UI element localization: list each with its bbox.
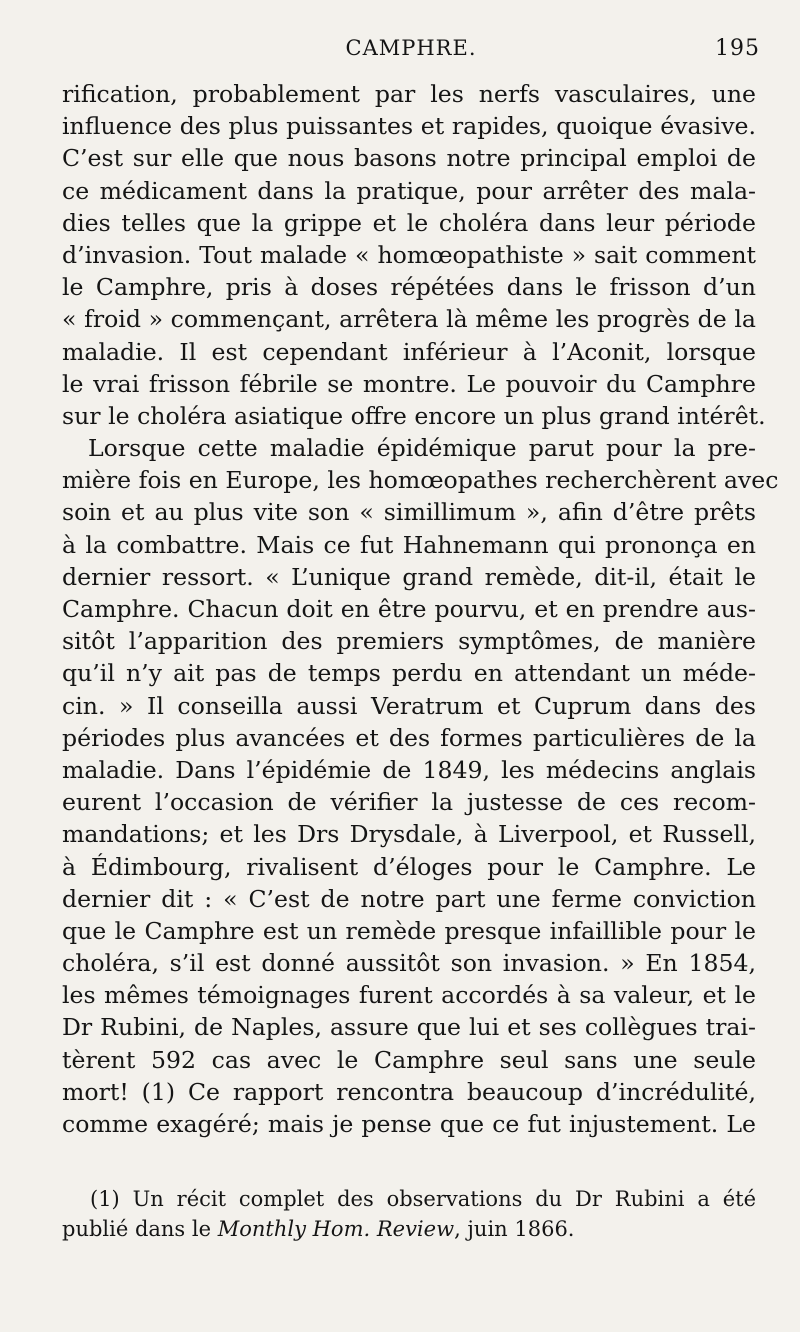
body-text	[62, 78, 779, 1140]
text-line: sur le choléra asiatique offre encore un plus grand intérêt.	[62, 401, 766, 430]
text-line: sitôt l’apparition des premiers symptômes, de manière	[62, 627, 756, 656]
text-line: cin. » Il conseilla aussi Veratrum et Cuprum dans des	[62, 691, 756, 720]
text-line: comme exagéré; mais je pense que ce fut injustement. Le	[62, 1110, 756, 1138]
text-line: dernier ressort. « L’unique grand remède, dit-il, était le	[62, 562, 756, 591]
text-line: mière fois en Europe, les homœopathes recherchèrent avec	[62, 466, 779, 495]
text-line: Camphre. Chacun doit en être pourvu, et en prendre aus-	[62, 595, 756, 623]
text-line: mort! (1) Ce rapport rencontra beaucoup d’incrédulité,	[62, 1077, 756, 1106]
text-line: mandations; et les Drs Drysdale, à Liverpool, et Russell,	[62, 820, 756, 849]
text-line: soin et au plus vite son « simillimum », afin d’être prêts	[62, 498, 756, 527]
footnote-text: , juin 1866.	[454, 1217, 575, 1241]
text-line: maladie. Dans l’épidémie de 1849, les médecins anglais	[62, 755, 756, 784]
text-line: ce médicament dans la pratique, pour arrêter des mala-	[62, 176, 756, 205]
footnote-text: publié dans le	[62, 1217, 218, 1241]
running-title: CAMPHRE.	[345, 36, 477, 60]
text-line: le Camphre, pris à doses répétées dans le frisson d’un	[62, 273, 756, 302]
text-line: rification, probablement par les nerfs vasculaires, une	[62, 80, 756, 108]
text-line: les mêmes témoignages furent accordés à sa valeur, et le	[62, 981, 756, 1010]
running-header	[62, 30, 760, 70]
text-line: choléra, s’il est donné aussitôt son invasion. » En 1854,	[62, 949, 756, 978]
journal-title: Monthly Hom. Review	[217, 1217, 455, 1241]
text-line: Dr Rubini, de Naples, assure que lui et ses collègues trai-	[62, 1013, 756, 1042]
text-line: périodes plus avancées et des formes particulières de la	[62, 723, 756, 752]
page-number: 195	[715, 36, 760, 61]
text-line: le vrai frisson fébrile se montre. Le pouvoir du Camphre	[62, 369, 756, 398]
text-line: dies telles que la grippe et le choléra dans leur période	[62, 208, 756, 237]
footnote-line: (1) Un récit complet des observations du Dr Rubini a été	[90, 1187, 756, 1211]
text-line: dernier dit : « C’est de notre part une ferme conviction	[62, 884, 756, 913]
footnote-line	[62, 1214, 756, 1244]
footnote	[62, 1184, 756, 1244]
text-line: eurent l’occasion de vérifier la justesse de ces recom-	[62, 788, 756, 817]
text-line: à Édimbourg, rivalisent d’éloges pour le Camphre. Le	[62, 852, 756, 881]
text-line: influence des plus puissantes et rapides, quoique évasive.	[62, 112, 756, 141]
text-line: d’invasion. Tout malade « homœopathiste » sait comment	[62, 240, 756, 269]
text-line: « froid » commençant, arrêtera là même les progrès de la	[62, 305, 756, 334]
text-line: qu’il n’y ait pas de temps perdu en attendant un méde-	[62, 659, 756, 688]
text-line: maladie. Il est cependant inférieur à l’Aconit, lorsque	[62, 337, 756, 366]
text-line: Lorsque cette maladie épidémique parut pour la pre-	[88, 434, 756, 463]
text-line: C’est sur elle que nous basons notre principal emploi de	[62, 144, 756, 173]
text-line: que le Camphre est un remède presque infaillible pour le	[62, 916, 756, 945]
text-line: à la combattre. Mais ce fut Hahnemann qui prononça en	[62, 530, 756, 559]
text-line: tèrent 592 cas avec le Camphre seul sans une seule	[62, 1045, 756, 1074]
